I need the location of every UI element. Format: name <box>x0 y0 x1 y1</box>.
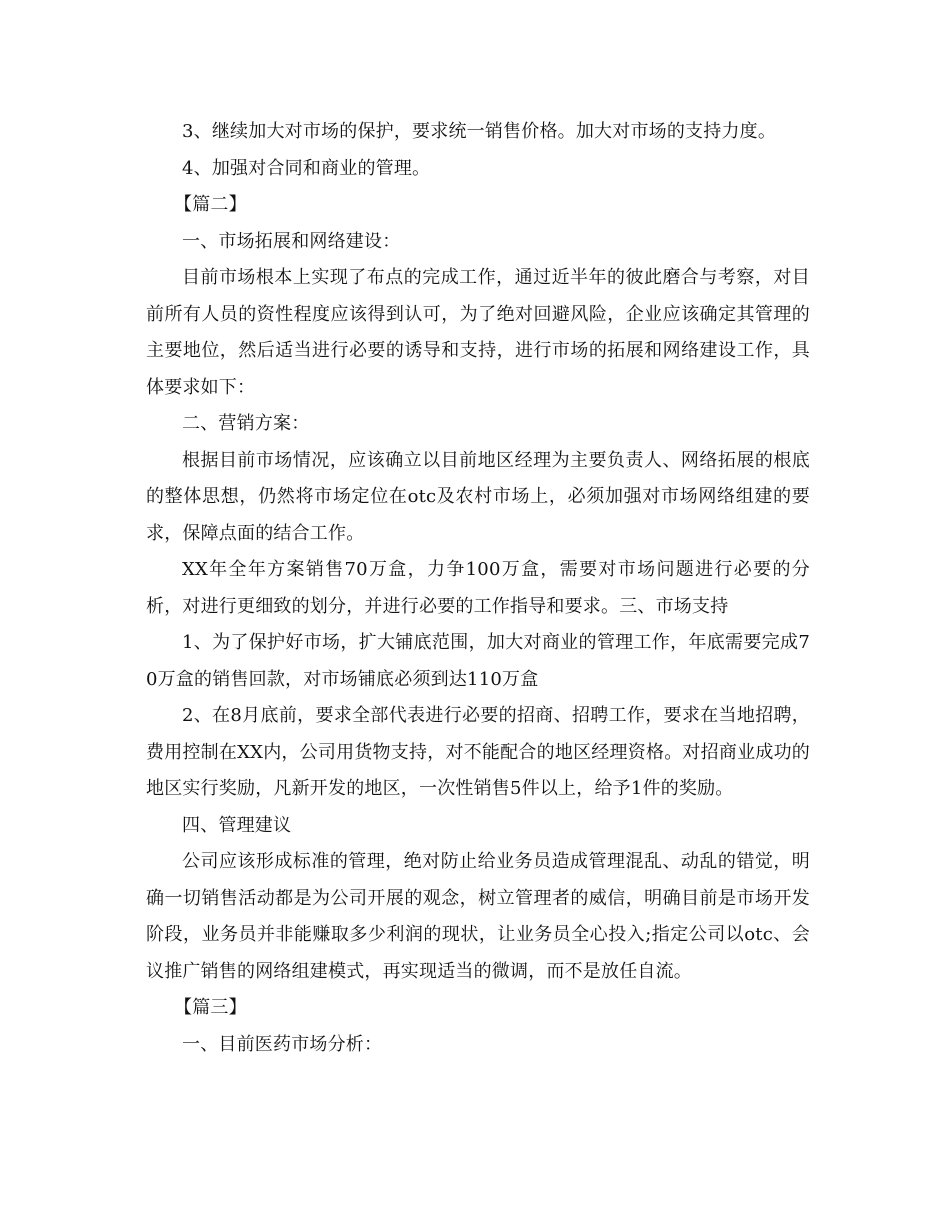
paragraph-management-advice: 公司应该形成标准的管理，绝对防止给业务员造成管理混乱、动乱的错觉，明确一切销售活动都是为公司开展的观念，树立管理者的威信，明确目前是市场开发阶段，业务员并非能赚取多少利润的现状，让业务员全心投入;指定公司以otc、会议推广销售的网络组建模式，再实现适当的微调，而不是放任自流。 <box>146 851 810 982</box>
paragraph-item-3: 3、继续加大对市场的保护，要求统一销售价格。加大对市场的支持力度。 <box>182 121 777 142</box>
heading-market-analysis: 一、目前医药市场分析： <box>182 1033 383 1055</box>
document-body <box>146 114 810 1063</box>
paragraph-marketing-plan: 根据目前市场情况，应该确立以目前地区经理为主要负责人、网络拓展的根底的整体思想，仍然将市场定位在otc及农村市场上，必须加强对市场网络组建的要求，保障点面的结合工作。 <box>146 449 810 544</box>
paragraph-support-item-2: 2、在8月底前，要求全部代表进行必要的招商、招聘工作，要求在当地招聘，费用控制在XX内，公司用货物支持，对不能配合的地区经理资格。对招商业成功的地区实行奖励，凡新开发的地区，一次性销售5件以上，给予1件的奖励。 <box>146 705 810 799</box>
paragraph-support-item-1: 1、为了保护好市场，扩大铺底范围，加大对商业的管理工作，年底需要完成70万盒的销售回款，对市场铺底必须到达110万盒 <box>146 632 810 690</box>
heading-management-advice: 四、管理建议 <box>182 814 292 836</box>
paragraph-market-expansion: 目前市场根本上实现了布点的完成工作，通过近半年的彼此磨合与考察，对目前所有人员的资性程度应该得到认可，为了绝对回避风险，企业应该确定其管理的主要地位，然后适当进行必要的诱导和支持，进行市场的拓展和网络建设工作，具体要求如下： <box>146 267 810 398</box>
heading-marketing-plan: 二、营销方案： <box>182 413 310 434</box>
section-marker-part-two: 【篇二】 <box>174 194 247 215</box>
section-marker-part-three: 【篇三】 <box>174 997 247 1018</box>
paragraph-item-4: 4、加强对合同和商业的管理。 <box>182 157 431 179</box>
paragraph-sales-target: XX年全年方案销售70万盒，力争100万盒，需要对市场问题进行必要的分析，对进行更细致的划分，并进行必要的工作指导和要求。三、市场支持 <box>146 559 810 617</box>
heading-market-expansion: 一、市场拓展和网络建设： <box>182 230 401 252</box>
